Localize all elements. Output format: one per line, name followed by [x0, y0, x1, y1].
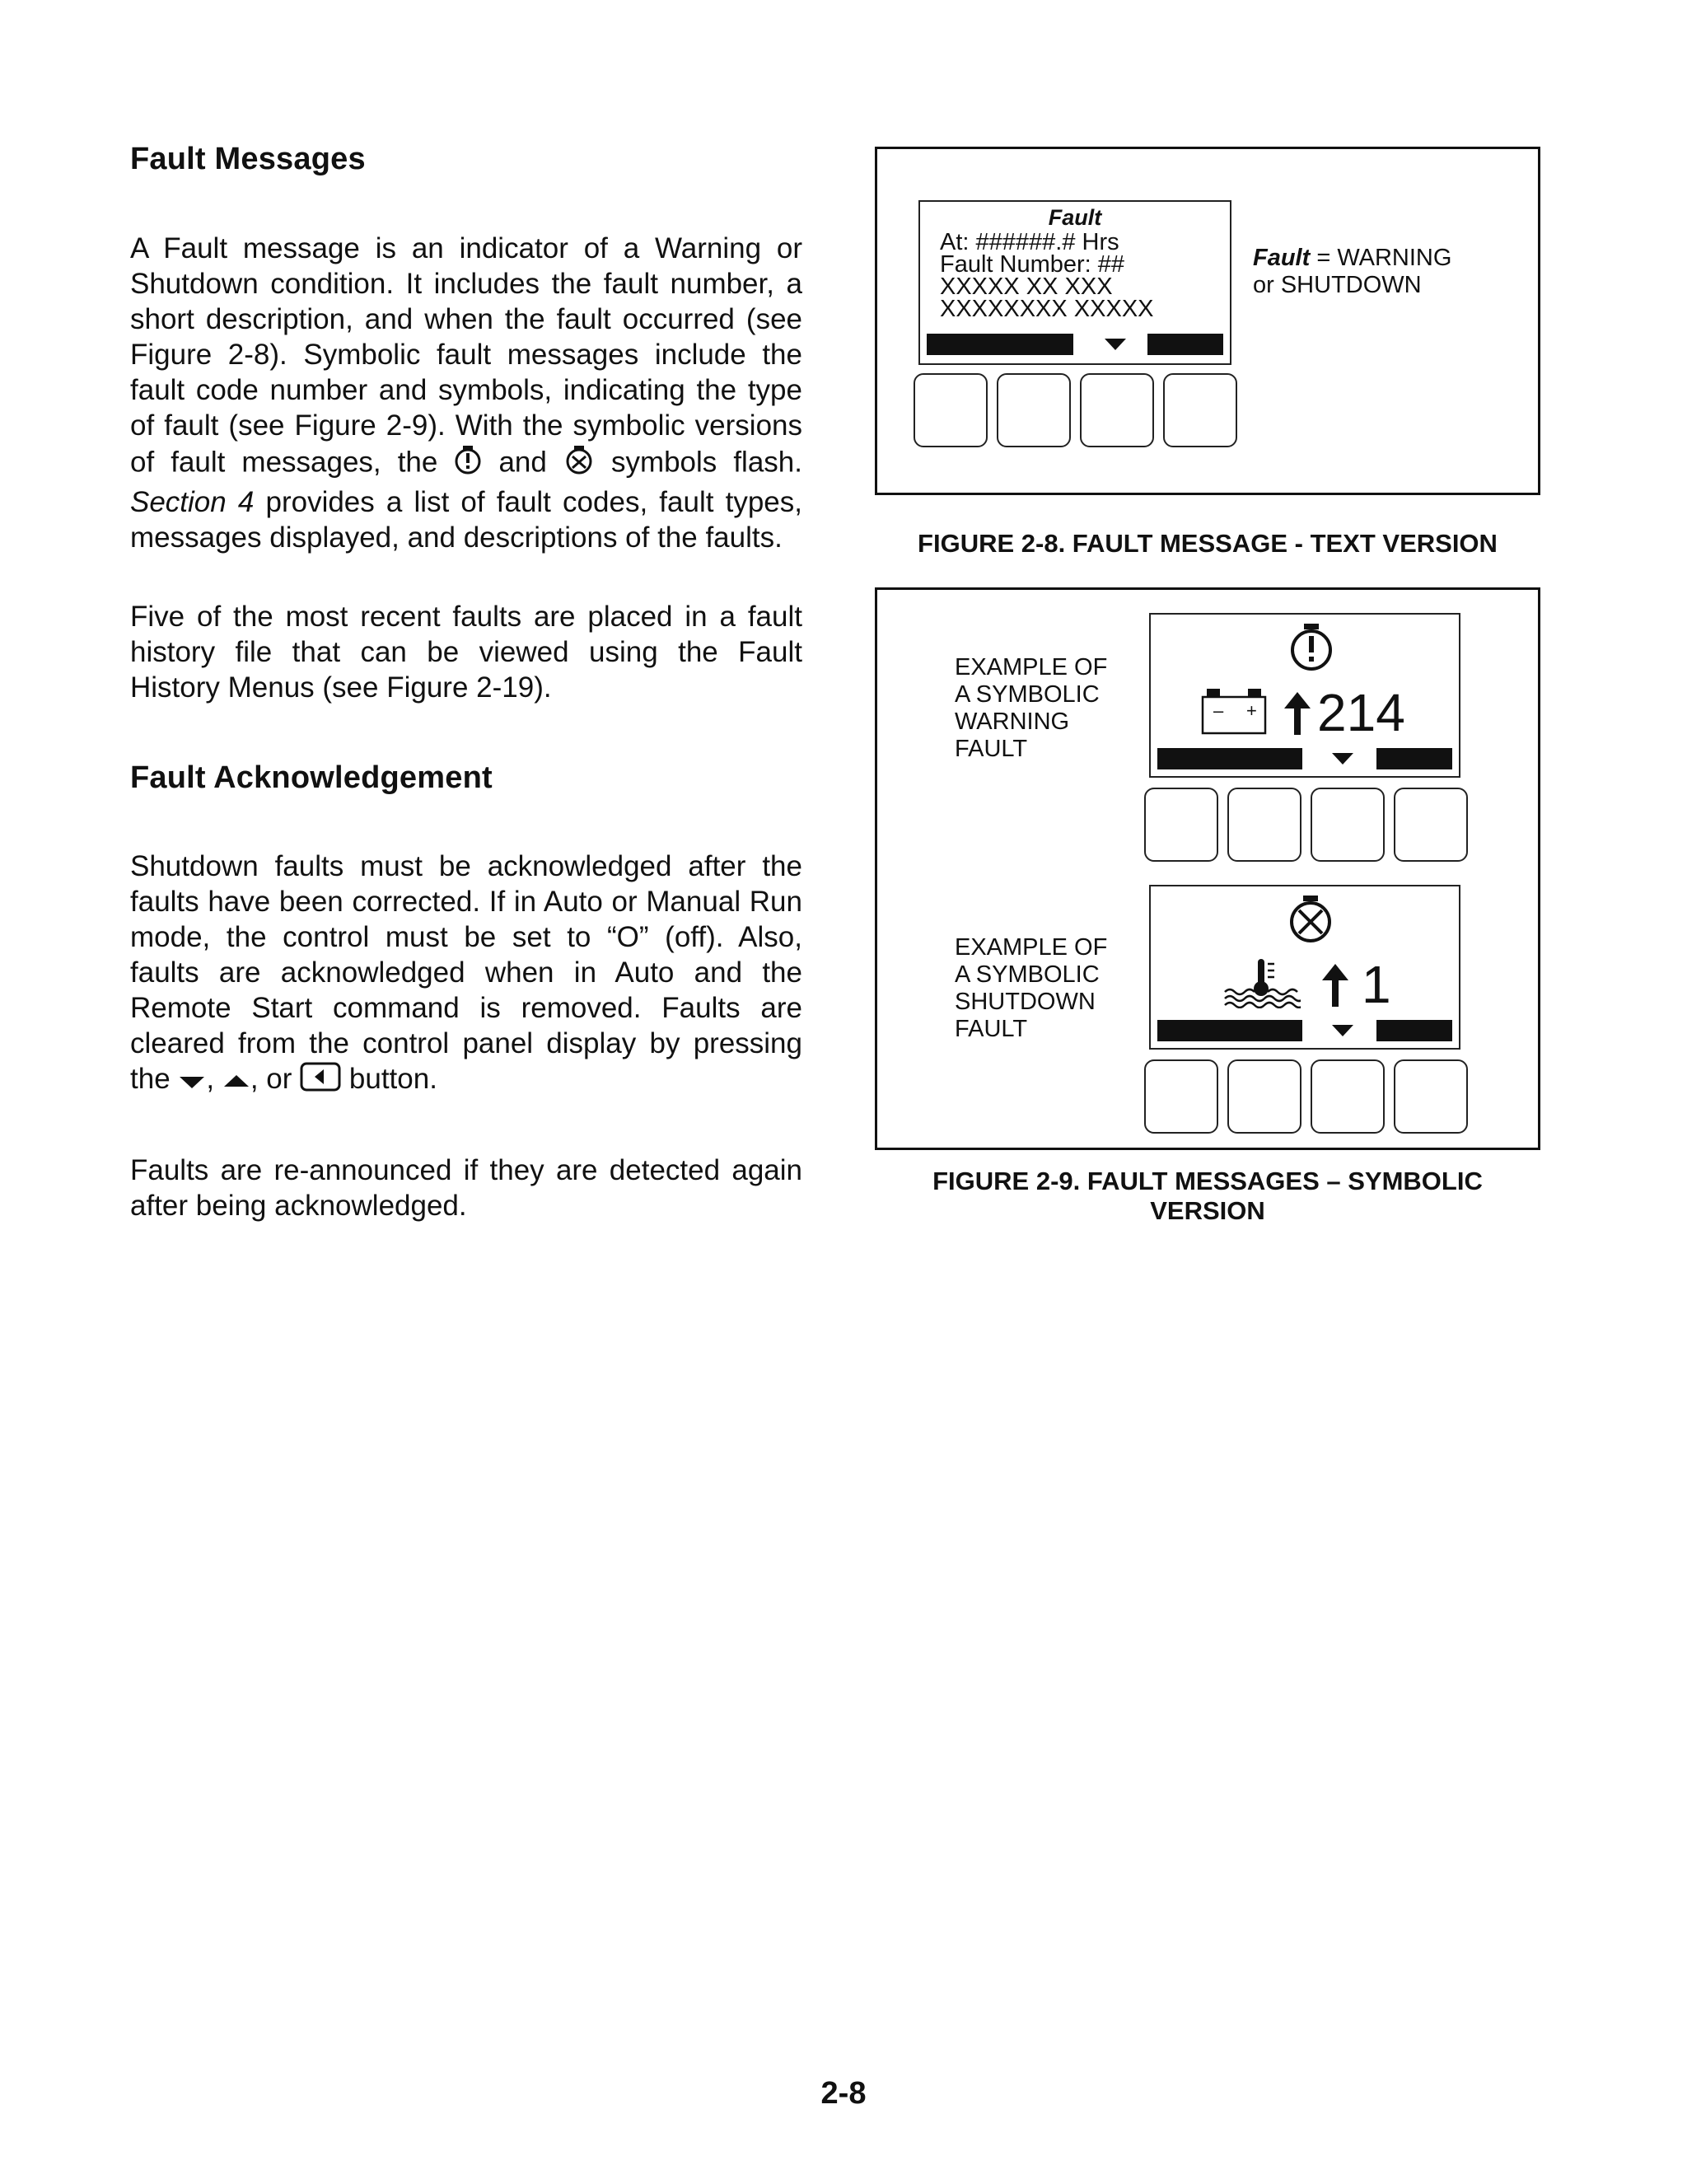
down-arrow-icon	[178, 1063, 206, 1098]
figure-2-8-frame	[875, 147, 1540, 495]
fault-note-line-2: or SHUTDOWN	[1253, 272, 1422, 298]
reannounce-paragraph	[130, 1153, 802, 1223]
lcd-line-1: At: ######.# Hrs	[940, 229, 1119, 255]
figure-2-9-frame	[875, 587, 1540, 1150]
soft-button-1[interactable]	[1144, 788, 1218, 862]
soft-button-3[interactable]	[1311, 788, 1385, 862]
fault-history-paragraph	[130, 599, 802, 705]
p3-button: button.	[348, 1063, 437, 1095]
shutdown-label-line: SHUTDOWN	[955, 989, 1096, 1015]
shutdown-label-line: A SYMBOLIC	[955, 961, 1100, 988]
section-4-reference: Section 4	[130, 486, 255, 518]
fault-note-rest: = WARNING	[1310, 245, 1452, 271]
soft-button-2[interactable]	[1227, 1059, 1301, 1134]
p1-text-a: A Fault message is an indicator of a Warning or Shutdown condition. It includes the fault number, a short description, and when the fault occurred (see Figure 2-8). Symbolic fault messages include the fault code number and symbols, indicating the type of fault (see Figure 2-9). With the symbolic versions of fault messages, the	[130, 232, 802, 479]
lcd-line-4: XXXXXXXX XXXXX	[940, 296, 1154, 322]
lcd-down-arrow-icon	[1103, 337, 1128, 356]
lcd-bar-right	[1147, 334, 1223, 355]
lcd-bar-right	[1376, 748, 1452, 769]
up-arrow-icon	[222, 1063, 250, 1098]
warning-example-label	[955, 654, 1107, 763]
warning-symbol-icon	[454, 443, 482, 484]
warning-fault-display	[1149, 613, 1460, 778]
shutdown-fault-display	[1149, 885, 1460, 1050]
soft-button-4[interactable]	[1394, 1059, 1468, 1134]
caption-line-1: FIGURE 2-9. FAULT MESSAGES – SYMBOLIC	[932, 1167, 1483, 1195]
shutdown-symbol-icon	[563, 443, 595, 484]
soft-button-3[interactable]	[1311, 1059, 1385, 1134]
soft-button-2[interactable]	[1227, 788, 1301, 862]
p4-text: Faults are re-announced if they are detected again after being acknowledged.	[130, 1154, 802, 1222]
p3-comma: ,	[206, 1063, 215, 1095]
p1-and: and	[498, 446, 547, 479]
lcd-down-arrow-icon	[1330, 751, 1355, 770]
fault-note-bold: Fault	[1253, 245, 1311, 271]
lcd-bar-left	[1157, 1020, 1302, 1041]
warning-symbol-icon	[1289, 621, 1334, 676]
warning-fault-code: 214	[1317, 683, 1405, 742]
p3-text-a: Shutdown faults must be acknowledged after the faults have been corrected. If in Auto or Manual Run mode, the control must be set to “O” (off). Also, faults are acknowledged when in Auto and the Remote Start command is removed. Faults are cleared from the control panel display by pressing	[130, 850, 802, 1059]
shutdown-symbol-icon	[1286, 893, 1335, 948]
temperature-icon	[1222, 956, 1301, 1012]
warning-label-line: EXAMPLE OF	[955, 654, 1108, 680]
lcd-title: Fault	[1048, 205, 1102, 230]
shutdown-label-line: FAULT	[955, 1016, 1028, 1042]
soft-button-2[interactable]	[997, 373, 1071, 447]
soft-button-4[interactable]	[1394, 788, 1468, 862]
p1-text-c: provides a list of fault codes, fault types, messages displayed, and descriptions of the faults.	[130, 486, 802, 554]
back-button-icon	[300, 1062, 341, 1100]
lcd-line-2: Fault Number: ##	[940, 251, 1125, 278]
up-arrow-icon	[1281, 690, 1314, 741]
fault-acknowledgement-paragraph	[130, 849, 802, 1100]
warning-label-line: WARNING	[955, 709, 1070, 735]
shutdown-label-line: EXAMPLE OF	[955, 934, 1108, 961]
fault-note	[1253, 245, 1451, 299]
p1-text-b: symbols flash.	[610, 446, 802, 479]
figure-2-8-caption: FIGURE 2-8. FAULT MESSAGE - TEXT VERSION	[918, 529, 1498, 558]
fault-messages-paragraph	[130, 231, 802, 555]
shutdown-example-label	[955, 934, 1107, 1043]
fault-messages-heading: Fault Messages	[130, 142, 366, 176]
p2-text: Five of the most recent faults are placed in a fault history file that can be viewed using the Fault History Menus (see Figure 2-19).	[130, 601, 802, 704]
lcd-bar-right	[1376, 1020, 1452, 1041]
page-number: 2-8	[820, 2076, 867, 2111]
lcd-bar-left	[927, 334, 1073, 355]
battery-plus: +	[1246, 700, 1257, 721]
fault-acknowledgement-heading: Fault Acknowledgement	[130, 760, 493, 795]
soft-button-1[interactable]	[1144, 1059, 1218, 1134]
p3-the: the	[130, 1063, 171, 1095]
soft-button-4[interactable]	[1163, 373, 1237, 447]
soft-button-3[interactable]	[1080, 373, 1154, 447]
lcd-down-arrow-icon	[1330, 1023, 1355, 1042]
warning-label-line: FAULT	[955, 736, 1028, 762]
p3-or: , or	[250, 1063, 292, 1095]
figure-2-9-caption	[875, 1167, 1540, 1226]
text-fault-display	[918, 200, 1231, 365]
soft-button-1[interactable]	[914, 373, 988, 447]
caption-line-2: VERSION	[1150, 1196, 1265, 1225]
lcd-line-3: XXXXX XX XXX	[940, 274, 1113, 300]
battery-icon	[1200, 685, 1268, 741]
lcd-bar-left	[1157, 748, 1302, 769]
shutdown-fault-code: 1	[1362, 955, 1391, 1014]
up-arrow-icon	[1319, 962, 1352, 1012]
battery-minus: –	[1213, 700, 1224, 721]
warning-label-line: A SYMBOLIC	[955, 681, 1100, 708]
